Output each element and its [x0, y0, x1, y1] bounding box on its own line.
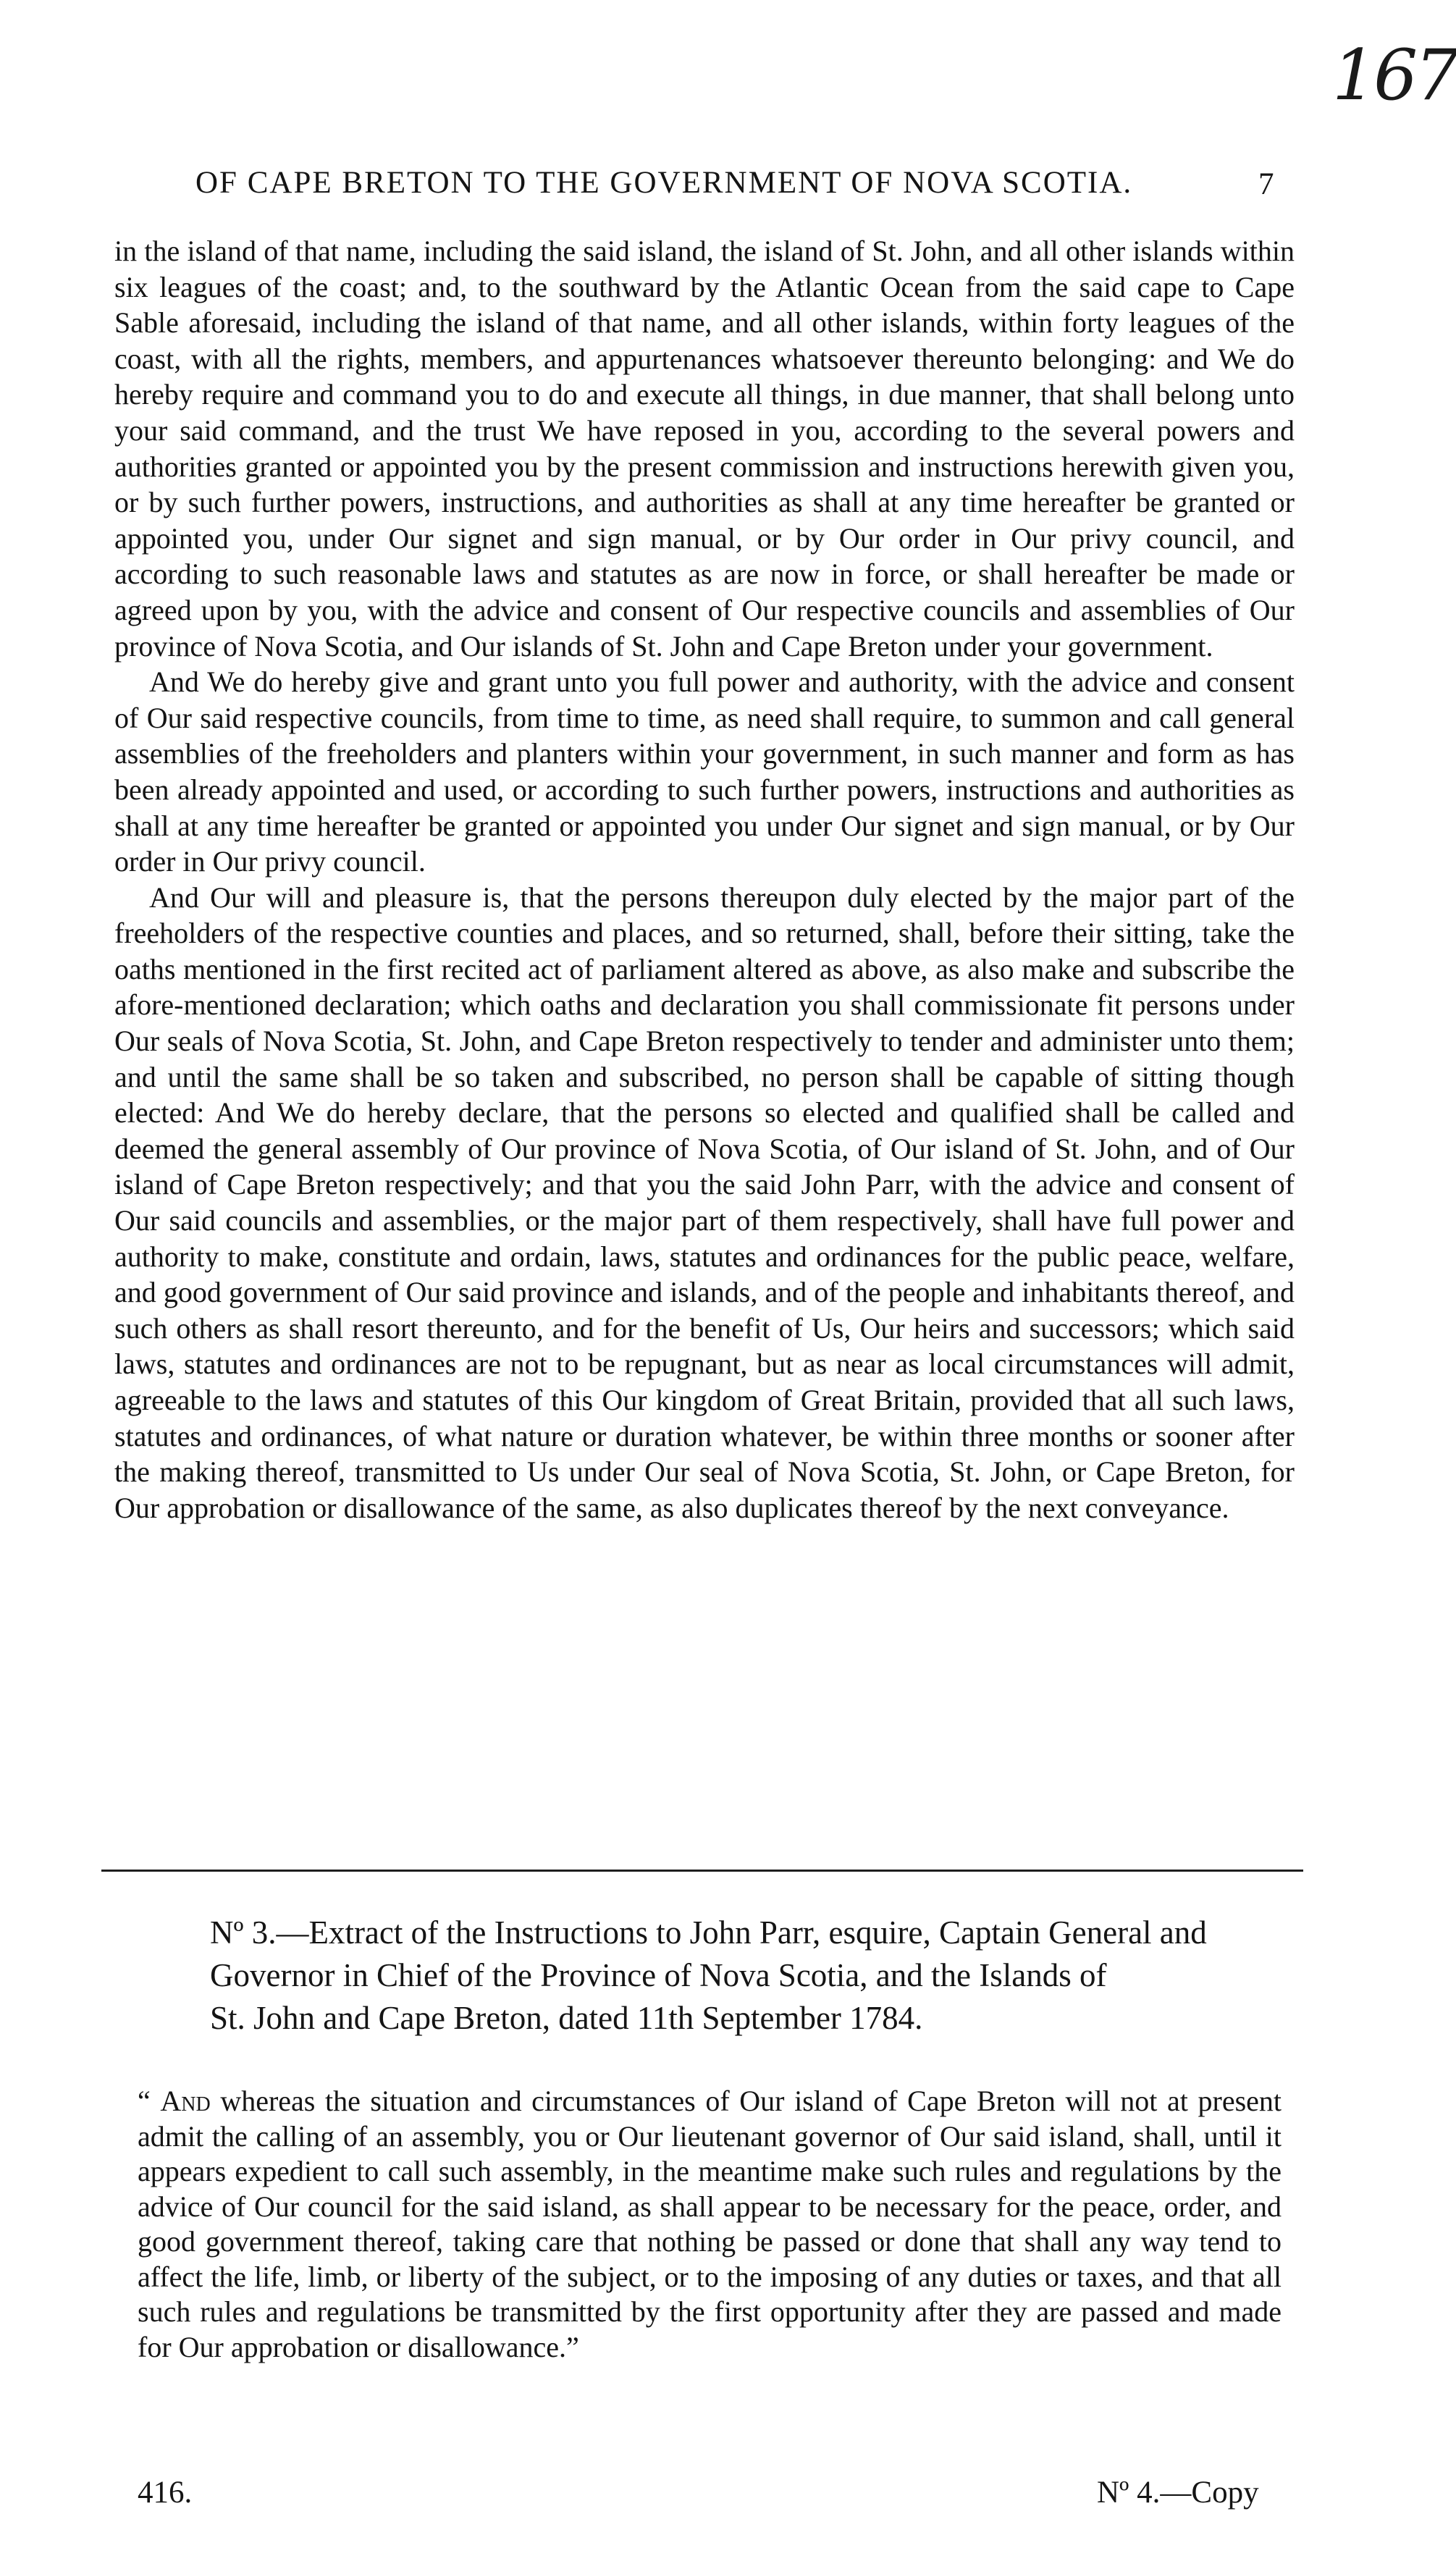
running-title: OF CAPE BRETON TO THE GOVERNMENT OF NOVA SCOTIA. — [195, 166, 1133, 200]
signature-mark: 416. — [138, 2476, 193, 2510]
opening-quote: “ — [138, 2085, 151, 2117]
paragraph-general-assemblies: And We do hereby give and grant unto you full power and authority, with the advice and consent of Our said respective councils, from time to time, as need shall require, to summon and call general assemblies of the freeholders and planters within your government, in such manner and form as has been already appointed and used, or according to such further powers, instructions and authorities as shall at any time hereafter be granted or appointed you under Our signet and sign manual, or by Our order in Our privy council. — [114, 665, 1295, 878]
document-heading-line-3: St. John and Cape Breton, dated 11th September 1784. — [210, 2000, 923, 2036]
document-heading-line-2: Governor in Chief of the Province of Nova Scotia, and the Islands of — [210, 1957, 1107, 1993]
page-number: 7 — [1258, 167, 1274, 201]
paragraph-oaths-and-laws: And Our will and pleasure is, that the persons thereupon duly elected by the major part of the freeholders of the respective counties and places, and so returned, shall, before their sitting, take the oaths mentioned in the first recited act of parliament altered as above, as also make and subscribe the afore-mentioned declaration; which oaths and declaration you shall commissionate fit persons under Our seals of Nova Scotia, St. John, and Cape Breton respectively to tender and administer unto them; and until the same shall be so taken and subscribed, no person shall be capable of sitting though elected: And We do hereby declare, that the persons so elected and qualified shall be called and deemed the general assembly of Our province of Nova Scotia, of Our island of St. John, and of Our island of Cape Breton respectively; and that you the said John Parr, with the advice and consent of Our said councils and assemblies, or the major part of them respectively, shall have full power and authority to make, constitute and ordain, laws, statutes and ordinances for the public peace, welfare, and good government of Our said province and islands, and of the people and inhabitants thereof, and such others as shall resort thereunto, and for the benefit of Us, Our heirs and successors; which said laws, statutes and ordinances are not to be repugnant, but as near as local circumstances will admit, agreeable to the laws and statutes of this Our kingdom of Great Britain, provided that all such laws, statutes and ordinances, of what nature or duration whatever, be within three months or sooner after the making thereof, transmitted to Us under Our seal of Nova Scotia, St. John, or Cape Breton, for Our approbation or disallowance of the same, as also duplicates thereof by the next conveyance. — [114, 880, 1295, 1524]
instruction-extract — [138, 2084, 1282, 2365]
running-head — [0, 165, 1436, 209]
document-heading-line-1: Nº 3.—Extract of the Instructions to John Parr, esquire, Captain General and — [210, 1914, 1207, 1951]
extract-lead-word: And — [160, 2085, 211, 2117]
extract-paragraph — [138, 2084, 1282, 2365]
catchword: Nº 4.—Copy — [1097, 2476, 1259, 2510]
body-text — [114, 233, 1295, 1526]
document-heading — [210, 1912, 1289, 2040]
extract-text: whereas the situation and circumstances of Our island of Cape Breton will not at present admit the calling of an assembly, you or Our lieutenant governor of Our said island, shall, until it appears expedient to call such assembly, in the meantime make such rules and regulations by the advice of Our council for the said island, as shall appear to be necessary for the peace, order, and good government thereof, taking care that nothing be passed or done that shall any way tend to affect the life, limb, or liberty of the subject, or to the imposing of any duties or taxes, and that all such rules and regulations be transmitted by the first opportunity after they are passed and made for Our approbation or disallowance.” — [138, 2085, 1282, 2363]
paragraph-continuation: in the island of that name, including the said island, the island of St. John, and all other islands within six leagues of the coast; and, to the southward by the Atlantic Ocean from the said cape to Cape Sable aforesaid, including the island of that name, and all other islands, within forty leagues of the coast, with all the rights, members, and appurtenances whatsoever thereunto belonging: and We do hereby require and command you to do and execute all things, in due manner, that shall belong unto your said command, and the trust We have reposed in you, according to the several powers and authorities granted or appointed you by the present commission and instructions herewith given you, or by such further powers, instructions, and authorities as shall at any time hereafter be granted or appointed you, under Our signet and sign manual, or by Our order in Our privy council, and according to such reasonable laws and statutes as are now in force, or shall hereafter be made or agreed upon by you, with the advice and consent of Our respective councils and assemblies of Our province of Nova Scotia, and Our islands of St. John and Cape Breton under your government. — [114, 235, 1295, 663]
handwritten-folio-number: 167 — [1332, 35, 1456, 116]
section-divider-rule — [101, 1870, 1303, 1872]
